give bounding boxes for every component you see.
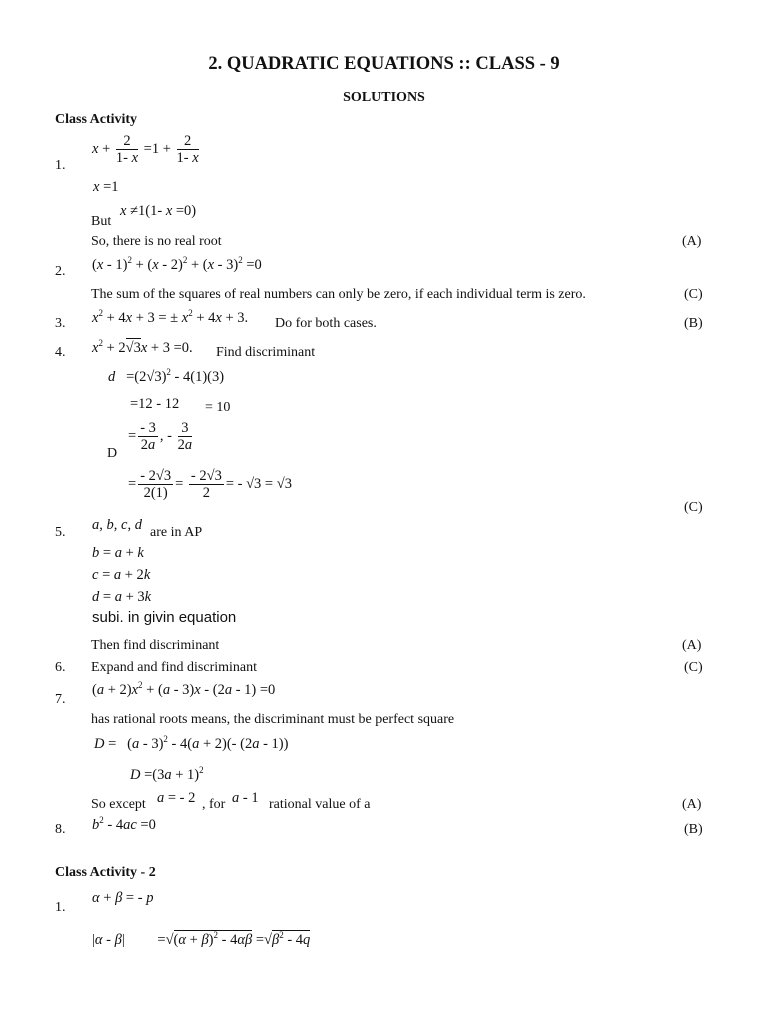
equation-b: b = a + k bbox=[92, 545, 144, 561]
answer-q7: (A) bbox=[682, 797, 702, 812]
equation-a-minus-1: a - 1 bbox=[232, 790, 259, 806]
answer-q1: (A) bbox=[682, 234, 702, 249]
q7-so-except: So except bbox=[91, 797, 146, 812]
page-title: 2. QUADRATIC EQUATIONS :: CLASS - 9 bbox=[208, 54, 560, 74]
roots-simplified: = $\frac{- 2√3}{2(1)}$ = $\frac{- 2√3}{2}$ = - √3 = √3 bbox=[128, 468, 292, 501]
discriminant-q7-result: $D =(3a + 1)^2$ bbox=[130, 765, 204, 783]
q1-conclusion: So, there is no real root bbox=[91, 234, 222, 249]
equation-a-minus-2: a = - 2 bbox=[157, 790, 196, 806]
answer-q8: (B) bbox=[684, 822, 703, 837]
answer-q5: (A) bbox=[682, 638, 702, 653]
equation-q4: $x^2 + 2√3x + 3 =0$. bbox=[92, 338, 193, 356]
q5-note: are in AP bbox=[150, 525, 203, 540]
question-number: 7. bbox=[55, 692, 66, 707]
discriminant-step-1: $d =(2√3)^2 - 4(1)(3)$ bbox=[108, 367, 225, 385]
discriminant-result: = 10 bbox=[205, 400, 231, 415]
equation-q3: $x^2 + 4x + 3$ = ± $x^2 + 4x + 3$. bbox=[92, 308, 249, 326]
question-number: 6. bbox=[55, 660, 66, 675]
answer-q2: (C) bbox=[684, 287, 703, 302]
equation-abcd: a, b, c, d bbox=[92, 517, 142, 533]
question-number: 1. bbox=[55, 900, 66, 915]
equation-q2: (x - 1)$^2$ + (x - 2)$^2$ + (x - 3)$^2$ =0 bbox=[92, 255, 262, 273]
equation-alpha-beta-sum: α + β = - p bbox=[92, 890, 154, 906]
question-number: 5. bbox=[55, 525, 66, 540]
q7-for: , for bbox=[202, 797, 226, 812]
question-number: 4. bbox=[55, 345, 66, 360]
q7-note: has rational roots means, the discriminant must be perfect square bbox=[91, 712, 455, 727]
answer-q3: (B) bbox=[684, 316, 703, 331]
q6-note: Expand and find discriminant bbox=[91, 660, 258, 675]
question-number: 2. bbox=[55, 264, 66, 279]
but-label: But bbox=[91, 214, 112, 229]
roots-expression: = $\frac{- 3}{2a}$ , - $\frac{3}{2a}$ bbox=[128, 420, 193, 453]
answer-q6: (C) bbox=[684, 660, 703, 675]
q7-rational: rational value of a bbox=[269, 797, 371, 812]
equation-c: c = a + 2k bbox=[92, 567, 151, 583]
question-number: 1. bbox=[55, 158, 66, 173]
equation-q1: x + $\frac{2}{1- x}$ =1 + $\frac{2}{1- x}$ bbox=[92, 133, 199, 166]
page-subtitle: SOLUTIONS bbox=[343, 90, 425, 105]
q4-note: Find discriminant bbox=[216, 345, 316, 360]
q2-explanation: The sum of the squares of real numbers can only be zero, if each individual term is zero. bbox=[91, 287, 586, 302]
equation-q8: $b^2 - 4ac =0$ bbox=[92, 815, 156, 833]
q3-note: Do for both cases. bbox=[275, 316, 377, 331]
q5-substitute: subi. in givin equation bbox=[92, 609, 237, 626]
section-heading-class-activity-2: Class Activity - 2 bbox=[55, 865, 156, 880]
q5-then: Then find discriminant bbox=[91, 638, 220, 653]
equation-x-equals-1: x =1 bbox=[93, 179, 119, 195]
question-number: 3. bbox=[55, 316, 66, 331]
discriminant-q7: D = (a - 3)$^2$ - 4(a + 2)(- (2a - 1)) bbox=[94, 734, 289, 752]
answer-q4: (C) bbox=[684, 500, 703, 515]
d-label: D bbox=[107, 446, 118, 461]
equation-alpha-beta-diff: |α - β| $=√(\alpha + \beta)^2 - 4\alpha\beta =√\beta^2 - 4q$ bbox=[92, 930, 311, 948]
discriminant-step-2: =12 - 12 bbox=[130, 396, 180, 412]
question-number: 8. bbox=[55, 822, 66, 837]
equation-q7: $(a + 2)x^2 + (a - 3)x - (2a - 1) =0$ bbox=[92, 680, 276, 698]
section-heading-class-activity: Class Activity bbox=[55, 112, 138, 127]
equation-x-not-1: x ≠1(1- x =0) bbox=[120, 203, 197, 219]
equation-d: d = a + 3k bbox=[92, 589, 152, 605]
